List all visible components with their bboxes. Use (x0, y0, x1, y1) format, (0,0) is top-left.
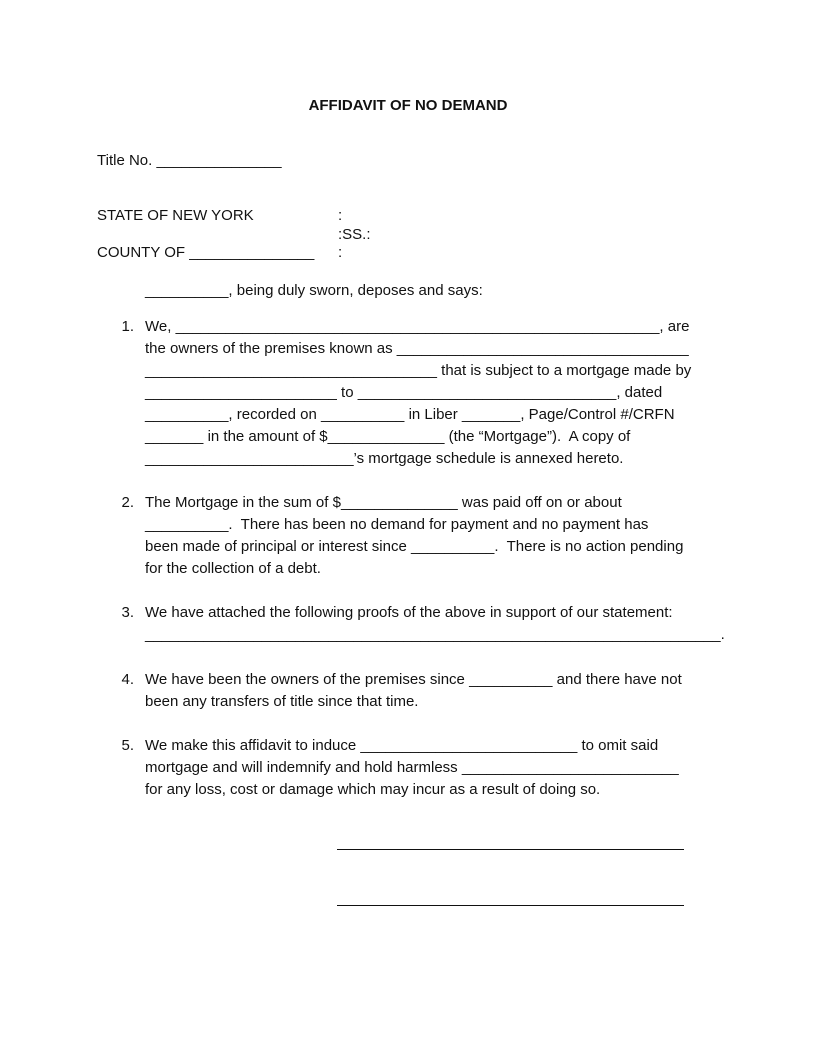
signature-line-1 (337, 849, 684, 850)
document-title: AFFIDAVIT OF NO DEMAND (308, 97, 508, 114)
title-number-field: Title No. _______________ (97, 152, 282, 169)
paragraph-number: 1. (121, 318, 134, 335)
state-line: STATE OF NEW YORK (97, 207, 254, 224)
paragraph-line: been any transfers of title since that time. (145, 693, 419, 710)
paragraph-number: 4. (121, 671, 134, 688)
paragraph-line: mortgage and will indemnify and hold harmless __________________________ (145, 759, 679, 776)
paragraph-line: _____________________________________________________________________. (145, 626, 725, 643)
venue-colon-top: : (338, 207, 343, 224)
paragraph-line: _______________________ to _______________________________, dated (145, 384, 663, 401)
paragraph-line: We make this affidavit to induce __________________________ to omit said (145, 737, 659, 754)
venue-ss: :SS.: (338, 226, 371, 243)
paragraph-line: We have been the owners of the premises since __________ and there have not (145, 671, 682, 688)
paragraph-line: the owners of the premises known as ___________________________________ (145, 340, 689, 357)
paragraph-line: for any loss, cost or damage which may incur as a result of doing so. (145, 781, 601, 798)
paragraph-line: We, __________________________________________________________, are (145, 318, 690, 335)
signature-line-2 (337, 905, 684, 906)
paragraph-number: 5. (121, 737, 134, 754)
paragraph-line: The Mortgage in the sum of $______________ was paid off on or about (145, 494, 622, 511)
paragraph-line: _________________________’s mortgage schedule is annexed hereto. (145, 450, 624, 467)
paragraph-line: been made of principal or interest since __________. There is no action pending (145, 538, 684, 555)
paragraph-number: 3. (121, 604, 134, 621)
venue-colon-bottom: : (338, 244, 343, 261)
paragraph-line: ___________________________________ that is subject to a mortgage made by (145, 362, 692, 379)
paragraph-line: _______ in the amount of $______________ (the “Mortgage”). A copy of (145, 428, 631, 445)
paragraph-line: __________, recorded on __________ in Liber _______, Page/Control #/CRFN (145, 406, 675, 423)
intro-sentence: __________, being duly sworn, deposes and says: (145, 282, 483, 299)
paragraph-line: __________. There has been no demand for payment and no payment has (145, 516, 649, 533)
paragraph-number: 2. (121, 494, 134, 511)
paragraph-line: for the collection of a debt. (145, 560, 321, 577)
paragraph-line: We have attached the following proofs of the above in support of our statement: (145, 604, 673, 621)
county-line: COUNTY OF _______________ (97, 244, 315, 261)
